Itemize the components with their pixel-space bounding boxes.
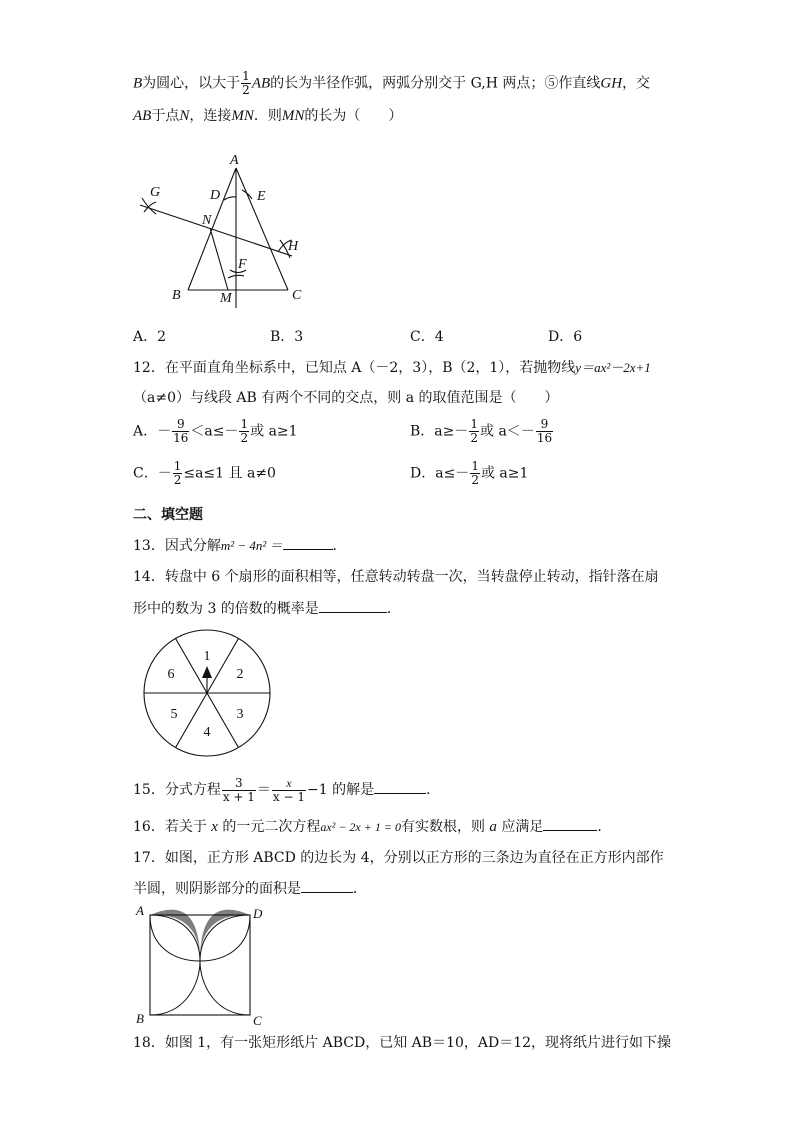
wheel-number-5: 5	[170, 707, 178, 722]
label-c: C	[253, 1013, 262, 1027]
q15-rhs-fraction: $\frac{x}{x - 1}$	[272, 775, 306, 804]
label-a: A	[230, 153, 239, 168]
section-heading-fill-in: 二、填空题	[133, 507, 203, 523]
frac-1-2b: $\frac{1}{2}$	[470, 417, 479, 445]
q13-answer-blank[interactable]	[283, 535, 333, 550]
q11-text-4: 于点	[151, 108, 180, 124]
q12-line2: （a≠0）与线段 AB 有两个不同的交点，则 a 的取值范围是（ ）	[133, 390, 559, 406]
q11-option-c[interactable]: C．4	[410, 329, 444, 345]
q16-answer-blank[interactable]	[543, 816, 597, 831]
q11-var-n: N	[179, 108, 190, 124]
label-c: C	[292, 288, 302, 303]
q14-line2: 形中的数为 3 的倍数的概率是 ．	[133, 598, 401, 619]
q11-option-d[interactable]: D．6	[548, 329, 583, 345]
q11-text: 为圆心，以大于	[142, 75, 241, 92]
pointer-arrow-icon	[202, 666, 212, 678]
q11-text-5: ，连接	[189, 108, 232, 124]
label-b: B	[136, 1011, 144, 1026]
q11-text-6: ．则	[253, 108, 282, 124]
q11-var-mn: MN	[231, 108, 254, 124]
q11-var-gh: GH	[600, 75, 623, 92]
q11-triangle-figure	[130, 150, 310, 310]
q12-option-d[interactable]: D．a≤－ $\frac{1}{2}$ 或 a≥1	[410, 459, 529, 487]
q11-var-ab2: AB	[133, 108, 152, 124]
segment-mn	[210, 228, 228, 290]
arc-d	[224, 197, 236, 200]
q14-answer-blank[interactable]	[319, 598, 387, 613]
q18-line1: 18．如图 1，有一张矩形纸片 ABCD，已知 AB＝10，AD＝12，现将纸片进行如下操	[133, 1035, 672, 1051]
q17-answer-blank[interactable]	[301, 878, 353, 893]
frac-1-2c: $\frac{1}{2}$	[173, 459, 182, 487]
q17-line1: 17．如图，正方形 ABCD 的边长为 4，分别以正方形的三条边为直径在正方形内部作	[133, 850, 664, 866]
q14-spinner-wheel	[140, 628, 274, 762]
q11-line1	[133, 70, 650, 97]
q12-option-c[interactable]: C．－ $\frac{1}{2}$ ≤a≤1 且 a≠0	[133, 459, 276, 487]
q13-expression: m² − 4n² ＝	[220, 538, 283, 553]
q15-answer-blank[interactable]	[374, 779, 426, 794]
frac-9-16: $\frac{9}{16}$	[173, 417, 189, 445]
q12-parabola: y＝ax²－2x+1	[575, 360, 651, 375]
wheel-number-2: 2	[236, 667, 244, 682]
wheel-number-1: 1	[203, 649, 211, 664]
q12-line1	[133, 358, 651, 378]
q11-text-3: ，交	[622, 75, 651, 92]
label-d: D	[210, 188, 221, 203]
q11-line2	[133, 106, 402, 126]
q11-text-2: 的长为半径作弧，两弧分别交于 G,H 两点；⑤作直线	[270, 75, 601, 92]
q11-var-b: B	[133, 75, 143, 92]
wheel-number-4: 4	[203, 725, 211, 740]
label-n: N	[202, 213, 212, 228]
q11-var-ab: AB	[251, 75, 271, 92]
wheel-number-3: 3	[236, 707, 244, 722]
label-m: M	[220, 291, 232, 306]
q12-option-b[interactable]: B．a≥－ $\frac{1}{2}$ 或 a＜－ $\frac{9}{16}$	[410, 417, 553, 445]
q13-line: 13．因式分解m² − 4n² ＝ ．	[133, 535, 347, 556]
label-a: A	[136, 903, 144, 918]
frac-1-2: $\frac{1}{2}$	[240, 417, 249, 445]
label-d: D	[253, 906, 263, 921]
q17-square-figure	[134, 903, 270, 1027]
q11-text-7: 的长为（ ）	[304, 108, 403, 124]
q16-equation: ax² − 2x + 1 = 0	[320, 820, 401, 834]
q11-var-mn2: MN	[281, 108, 305, 124]
q15-lhs-fraction: $\frac{3}{x + 1}$	[222, 775, 255, 804]
q11-option-a[interactable]: A．2	[133, 329, 167, 345]
label-f: F	[238, 257, 247, 272]
frac-9-16b: $\frac{9}{16}$	[536, 417, 553, 445]
frac-1-2d: $\frac{1}{2}$	[471, 459, 479, 487]
q12-stem: 12．在平面直角坐标系中，已知点 A（－2，3），B（2，1），若抛物线	[133, 360, 576, 376]
q11-option-b[interactable]: B．3	[270, 329, 304, 345]
q12-option-a[interactable]: A．－ $\frac{9}{16}$ ＜a≤－ $\frac{1}{2}$ 或 a≥1	[133, 417, 298, 445]
wheel-number-6: 6	[167, 667, 175, 682]
label-h: H	[288, 239, 299, 254]
q14-line1: 14．转盘中 6 个扇形的面积相等，任意转动转盘一次，当转盘停止转动，指针落在扇	[133, 569, 659, 585]
label-b: B	[172, 288, 181, 303]
q11-half-fraction: $\frac{1}{2}$	[242, 69, 250, 97]
label-e: E	[257, 189, 266, 204]
label-g: G	[150, 185, 161, 200]
q16-line: 16．若关于 x 的一元二次方程ax² − 2x + 1 = 0有实数根，则 a 应满足 ．	[133, 816, 611, 837]
q15-line: 15．分式方程 $\frac{3}{x + 1}$ ＝ $\frac{x}{x - 1}$ −1 的解是 ．	[133, 775, 441, 804]
q17-line2: 半圆，则阴影部分的面积是 ．	[133, 878, 367, 899]
